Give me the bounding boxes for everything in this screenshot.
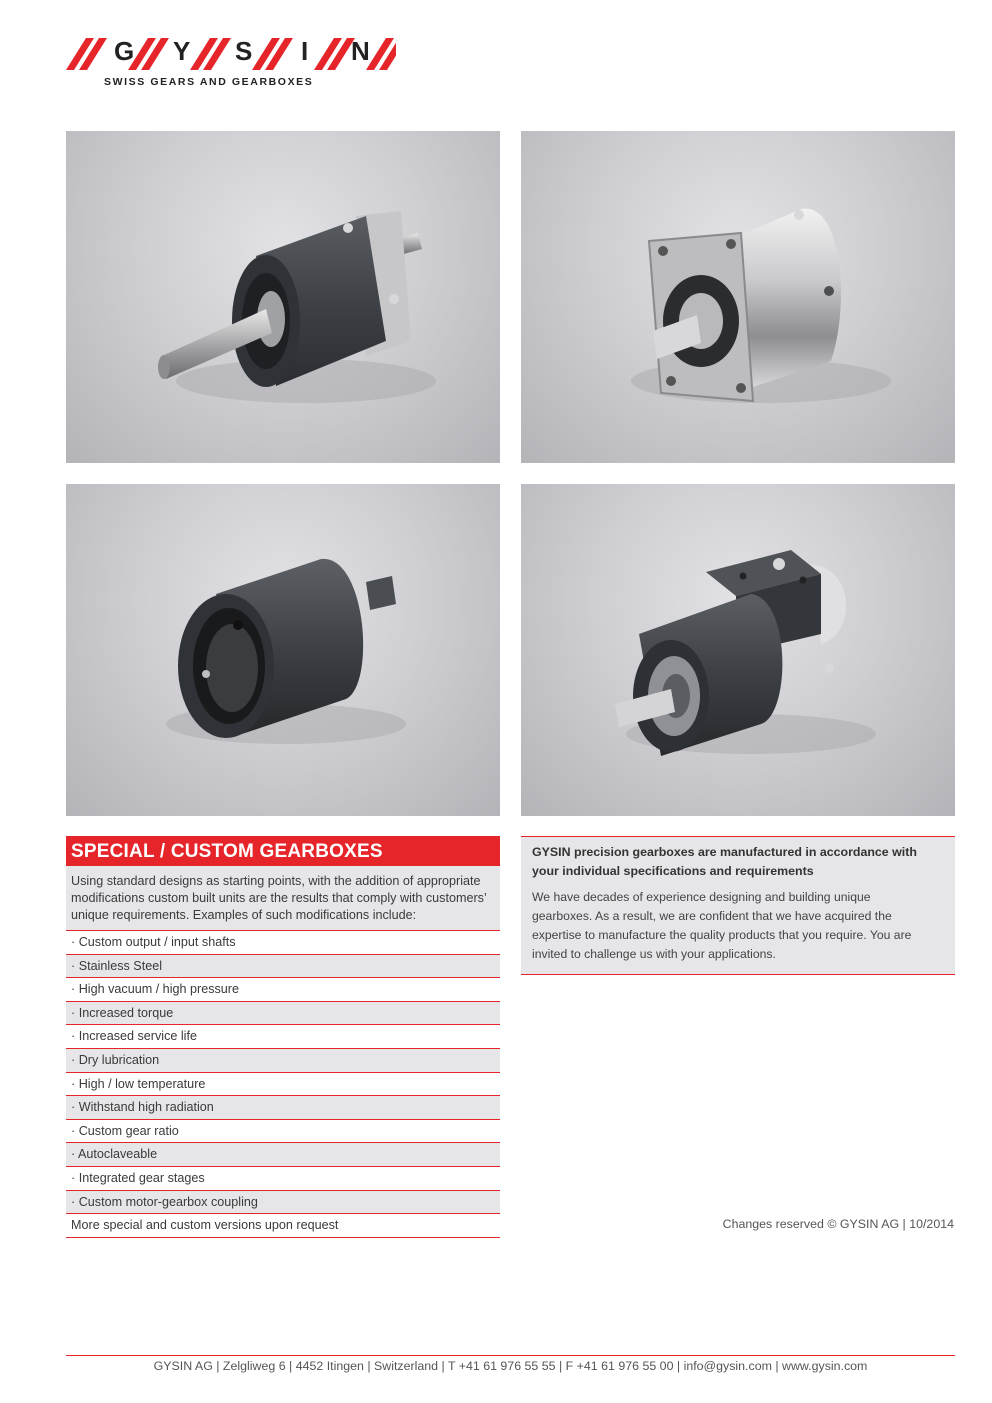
logo-tagline: SWISS GEARS AND GEARBOXES bbox=[104, 76, 314, 88]
logo-letter-n: N bbox=[351, 36, 370, 66]
list-item: · Increased service life bbox=[66, 1025, 500, 1049]
product-photo-stainless-flange bbox=[521, 131, 955, 463]
list-item: · High / low temperature bbox=[66, 1073, 500, 1097]
logo-letter-i: I bbox=[301, 36, 309, 66]
gysin-logo[interactable] bbox=[66, 36, 396, 94]
footer-divider bbox=[66, 1355, 955, 1356]
list-item: · Stainless Steel bbox=[66, 955, 500, 979]
info-body: We have decades of experience designing and building unique gearboxes. As a result, we are confident that we have acquired the expertise to manufacture the quality products that you require. You are invited to challenge us with your applications. bbox=[532, 890, 912, 961]
footer-contact: GYSIN AG | Zelgliweg 6 | 4452 Itingen | Switzerland | T +41 61 976 55 55 | F +41 61 976 55 00 | info@gysin.com | www.gysin.com bbox=[153, 1359, 868, 1373]
list-item: · Withstand high radiation bbox=[66, 1096, 500, 1120]
list-item: · Custom gear ratio bbox=[66, 1120, 500, 1144]
list-item: · Custom output / input shafts bbox=[66, 931, 500, 955]
intro-text: Using standard designs as starting points, with the addition of appropriate modifications custom built units are the results that comply with customers’ unique requirements. Examples of such modifications include: bbox=[66, 866, 500, 931]
precision-info-panel bbox=[521, 836, 955, 975]
product-photo-internal-gear bbox=[66, 484, 500, 816]
changes-reserved: Changes reserved © GYSIN AG | 10/2014 bbox=[722, 1217, 954, 1231]
section-title: SPECIAL / CUSTOM GEARBOXES bbox=[66, 836, 500, 866]
logo-letter-g: G bbox=[114, 36, 135, 66]
product-photo-splined-shaft bbox=[66, 131, 500, 463]
list-item: · Dry lubrication bbox=[66, 1049, 500, 1073]
closing-note: More special and custom versions upon request bbox=[66, 1214, 500, 1238]
product-photo-right-angle bbox=[521, 484, 955, 816]
list-item: · High vacuum / high pressure bbox=[66, 978, 500, 1002]
logo-letter-y: Y bbox=[173, 36, 191, 66]
modifications-list bbox=[66, 931, 500, 1238]
custom-gearboxes-panel bbox=[66, 836, 500, 1238]
list-item: · Increased torque bbox=[66, 1002, 500, 1026]
logo-letter-s: S bbox=[235, 36, 253, 66]
list-item: · Autoclaveable bbox=[66, 1143, 500, 1167]
info-heading: GYSIN precision gearboxes are manufactured in accordance with your individual specifications and requirements bbox=[532, 845, 917, 878]
logo-mark bbox=[66, 36, 396, 70]
list-item: · Custom motor-gearbox coupling bbox=[66, 1191, 500, 1215]
list-item: · Integrated gear stages bbox=[66, 1167, 500, 1191]
